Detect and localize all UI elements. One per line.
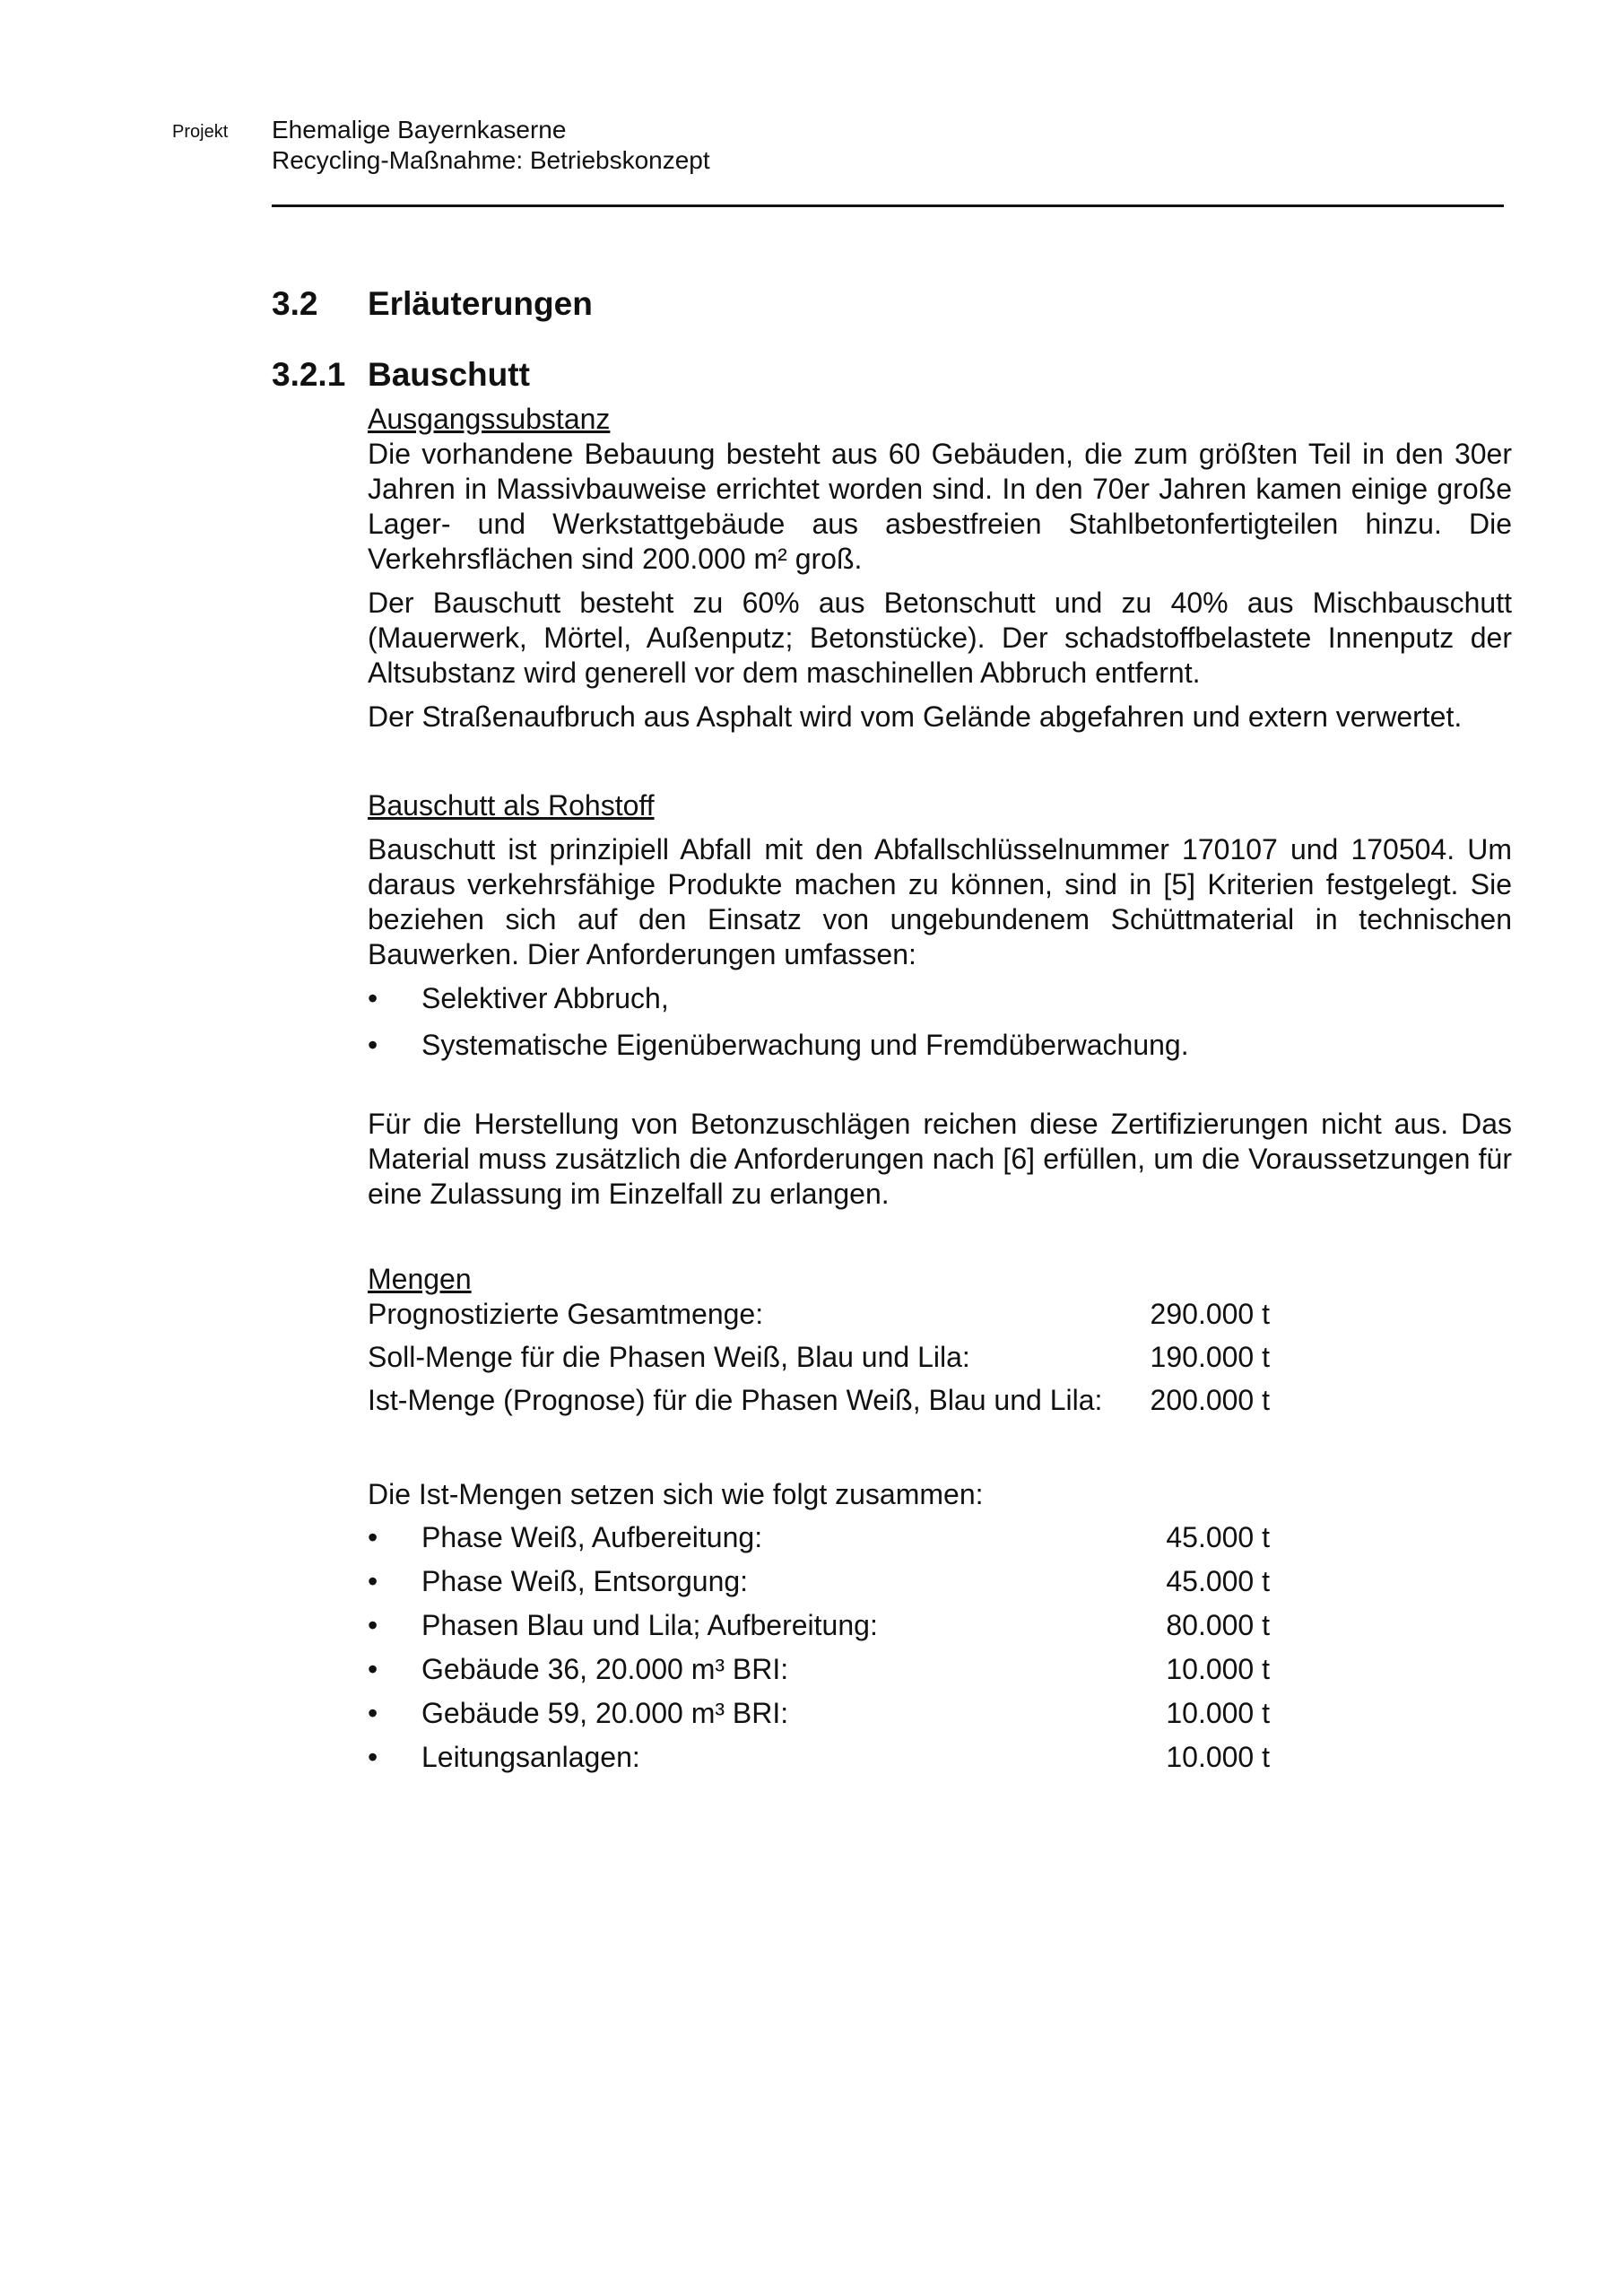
subsection-heading — [272, 356, 530, 394]
mengen-row-label: Ist-Menge (Prognose) für die Phasen Weiß, Blau und Lila: — [368, 1384, 1103, 1416]
header-divider — [272, 204, 1504, 207]
bullet-icon: • — [368, 1609, 378, 1641]
requirements-list — [368, 981, 1512, 1074]
ist-mengen-intro: Die Ist-Mengen setzen sich wie folgt zusammen: — [368, 1478, 984, 1510]
bullet-icon: • — [368, 1565, 378, 1597]
list-item: • Phasen Blau und Lila; Aufbereitung: 80.000 t — [368, 1609, 1270, 1641]
rohstoff-heading: Bauschutt als Rohstoff — [368, 789, 655, 822]
bullet-icon: • — [368, 1741, 378, 1773]
list-item: • Leitungsanlagen: 10.000 t — [368, 1741, 1270, 1773]
rohstoff-paragraph-2-block — [368, 1107, 1512, 1212]
list-item: • Systematische Eigenüberwachung und Fremdüberwachung. — [368, 1029, 1189, 1061]
ausgang-paragraph-1: Die vorhandene Bebauung besteht aus 60 Gebäuden, die zum größten Teil in den 30er Jahren in Massivbauweise errichtet worden sind. In den 70er Jahren kamen einige große Lager- und Werkstattgebäude aus asbestfreien Stahlbetonfertigteilen hinzu. Die Verkehrsflächen sind 200.000 m² groß. — [368, 438, 1512, 575]
section-heading — [272, 285, 593, 323]
ausgang-block — [368, 402, 1512, 735]
header-project-label: Projekt — [172, 122, 229, 142]
mengen-row-label: Soll-Menge für die Phasen Weiß, Blau und Lila: — [368, 1341, 970, 1373]
mengen-row — [368, 1383, 1512, 1426]
list-item: • Selektiver Abbruch, — [368, 982, 669, 1014]
mengen-block — [368, 1262, 1512, 1426]
mengen-row-value: 190.000 t — [1150, 1341, 1270, 1373]
rohstoff-paragraph-1: Bauschutt ist prinzipiell Abfall mit den Abfallschlüsselnummer 170107 und 170504. Um daraus verkehrsfähige Produkte machen zu können, sind in [5] Kriterien festgelegt. Sie beziehen sich auf den Einsatz von ungebundenem Schüttmaterial in technischen Bauwerken. Dier Anforderungen umfassen: — [368, 833, 1512, 970]
list-item: • Gebäude 36, 20.000 m³ BRI: 10.000 t — [368, 1653, 1270, 1685]
list-item: • Phase Weiß, Aufbereitung: 45.000 t — [368, 1521, 1270, 1553]
list-item: • Gebäude 59, 20.000 m³ BRI: 10.000 t — [368, 1697, 1270, 1729]
ausgang-paragraph-2: Der Bauschutt besteht zu 60% aus Betonschutt und zu 40% aus Mischbauschutt (Mauerwerk, Mörtel, Außenputz; Betonstücke). Der schadstoffbelastete Innenputz der Altsubstanz wird generell vor dem maschinellen Abbruch entfernt. — [368, 587, 1512, 689]
mengen-row — [368, 1340, 1512, 1383]
header-project-name: Ehemalige Bayernkaserne — [272, 116, 567, 144]
rohstoff-block — [368, 788, 1512, 1074]
ausgang-paragraph-3: Der Straßenaufbruch aus Asphalt wird vom Gelände abgefahren und extern verwertet. — [368, 700, 1463, 733]
section-title: Erläuterungen — [368, 285, 593, 322]
mengen-row — [368, 1297, 1512, 1340]
ist-mengen-list — [368, 1520, 1512, 1784]
ist-mengen-block — [368, 1477, 1512, 1784]
mengen-heading: Mengen — [368, 1263, 472, 1295]
bullet-icon: • — [368, 1521, 378, 1553]
subsection-title: Bauschutt — [368, 356, 530, 393]
subsection-number: 3.2.1 — [272, 356, 346, 393]
section-number: 3.2 — [272, 285, 318, 322]
rohstoff-paragraph-2: Für die Herstellung von Betonzuschlägen reichen diese Zertifizierungen nicht aus. Das Material muss zusätzlich die Anforderungen nach [6] erfüllen, um die Voraussetzungen für eine Zulassung im Einzelfall zu erlangen. — [368, 1108, 1512, 1210]
bullet-icon: • — [368, 1653, 378, 1685]
header-project-subtitle: Recycling-Maßnahme: Betriebskonzept — [272, 146, 710, 174]
list-item: • Phase Weiß, Entsorgung: 45.000 t — [368, 1565, 1270, 1597]
mengen-row-value: 200.000 t — [1150, 1384, 1270, 1416]
bullet-icon: • — [368, 1697, 378, 1729]
bullet-icon: • — [368, 982, 378, 1014]
mengen-row-value: 290.000 t — [1150, 1298, 1270, 1330]
ausgang-heading: Ausgangssubstanz — [368, 403, 611, 435]
mengen-row-label: Prognostizierte Gesamtmenge: — [368, 1298, 764, 1330]
bullet-icon: • — [368, 1029, 378, 1061]
